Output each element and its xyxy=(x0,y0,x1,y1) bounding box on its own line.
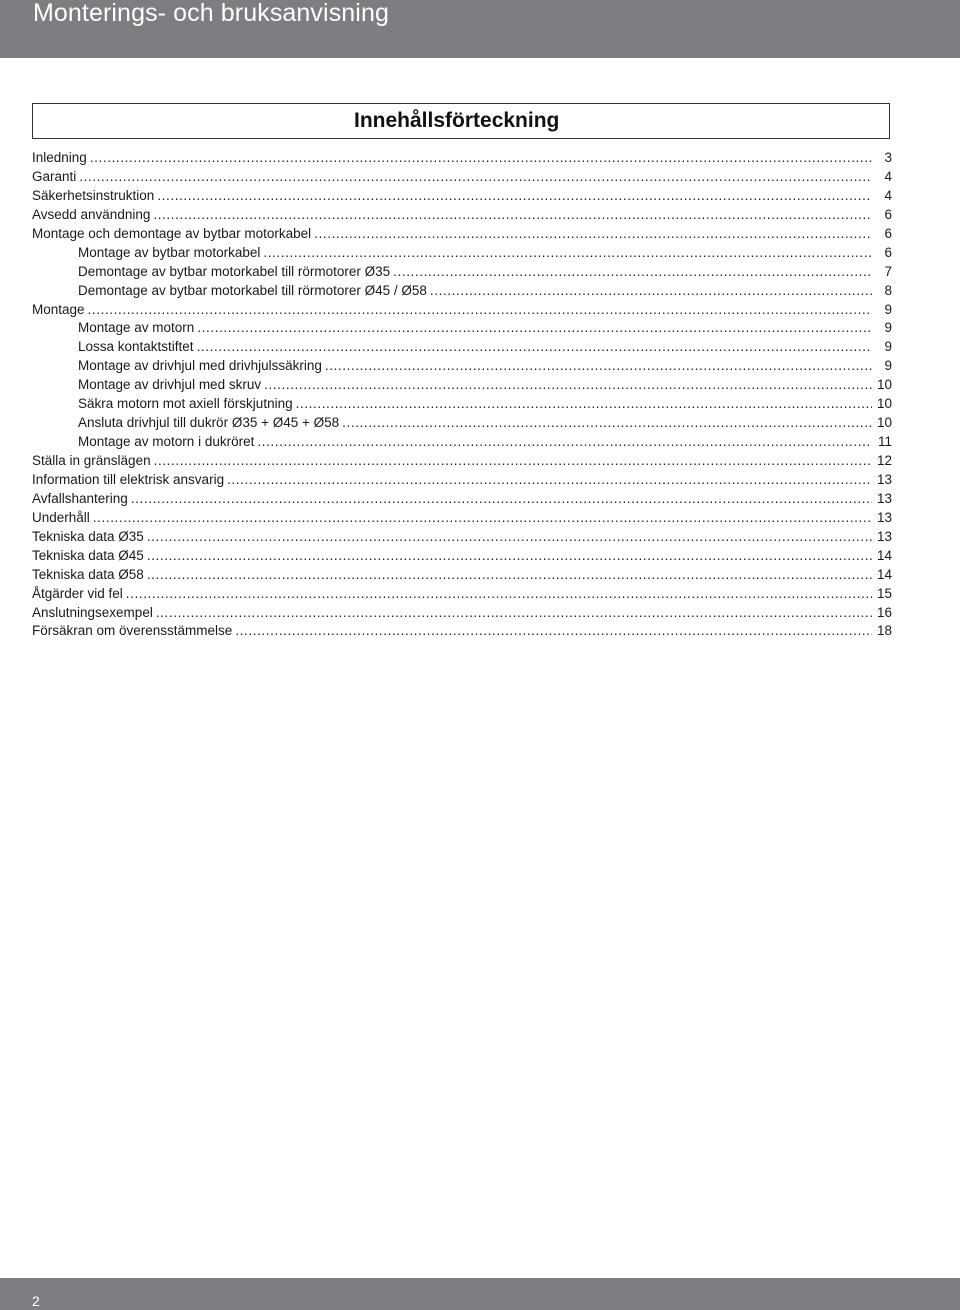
toc-leader-dots xyxy=(147,528,872,547)
toc-entry-page: 6 xyxy=(884,244,892,260)
document-title: Monterings- och bruksanvisning xyxy=(33,0,389,27)
toc-leader-dots xyxy=(154,452,872,471)
toc-leader-dots xyxy=(197,319,872,338)
toc-entry-page: 3 xyxy=(884,150,892,165)
toc-entry[interactable] xyxy=(32,528,892,547)
toc-entry-page: 13 xyxy=(876,509,892,525)
toc-entry-page: 9 xyxy=(884,339,892,355)
toc-entry-page: 6 xyxy=(884,225,892,241)
toc-entry-page: 16 xyxy=(876,604,892,620)
toc-entry-label: Inledning xyxy=(32,150,87,165)
toc-entry[interactable] xyxy=(32,206,892,225)
toc-entry-label: Garanti xyxy=(32,168,77,184)
toc-entry-page: 13 xyxy=(876,471,892,487)
toc-entry-label: Ställa in gränslägen xyxy=(32,453,151,468)
toc-entry-page: 6 xyxy=(884,206,892,222)
toc-entry-page: 10 xyxy=(876,396,892,412)
toc-entry[interactable] xyxy=(32,490,892,509)
footer-bar xyxy=(0,1278,960,1310)
toc-entry-page: 7 xyxy=(884,263,892,279)
toc-leader-dots xyxy=(88,301,872,320)
toc-entry-label: Lossa kontaktstiftet xyxy=(78,339,194,355)
toc-entry[interactable] xyxy=(32,244,892,263)
toc-entry-page: 15 xyxy=(876,585,892,601)
toc-leader-dots xyxy=(153,206,872,225)
toc-entry-page: 18 xyxy=(876,623,892,639)
toc-leader-dots xyxy=(342,414,872,433)
toc-heading: Innehållsförteckning xyxy=(354,109,560,132)
toc-entry[interactable] xyxy=(32,604,892,623)
toc-leader-dots xyxy=(147,566,872,585)
toc-entry-label: Avsedd användning xyxy=(32,206,151,222)
toc-leader-dots xyxy=(147,547,872,566)
table-of-contents xyxy=(32,149,892,641)
toc-entry-page: 11 xyxy=(877,434,892,450)
toc-entry-label: Avfallshantering xyxy=(32,490,128,506)
toc-leader-dots xyxy=(197,338,872,357)
toc-entry-label: Montage xyxy=(32,301,85,317)
toc-leader-dots xyxy=(393,263,872,282)
toc-leader-dots xyxy=(90,149,872,168)
toc-entry[interactable] xyxy=(32,168,892,187)
toc-entry-page: 9 xyxy=(884,320,892,336)
toc-entry-label: Montage och demontage av bytbar motorkabel xyxy=(32,225,312,241)
toc-entry[interactable] xyxy=(32,452,892,471)
toc-entry-page: 8 xyxy=(884,282,892,298)
toc-entry-label: Åtgärder vid fel xyxy=(32,585,123,601)
toc-leader-dots xyxy=(296,395,872,414)
toc-entry-label: Säkra motorn mot axiell förskjutning xyxy=(78,396,293,412)
toc-leader-dots xyxy=(227,471,872,490)
toc-entry-label: Tekniska data Ø58 xyxy=(32,566,144,582)
toc-entry[interactable] xyxy=(32,301,892,320)
toc-entry-page: 4 xyxy=(884,187,892,203)
toc-entry-label: Tekniska data Ø45 xyxy=(32,547,144,563)
toc-leader-dots xyxy=(325,357,872,376)
page-number: 2 xyxy=(32,1293,40,1309)
toc-entry-label: Montage av drivhjul med skruv xyxy=(78,377,262,393)
toc-entry-page: 9 xyxy=(884,358,892,374)
toc-entry-label: Montage av bytbar motorkabel xyxy=(78,244,261,260)
toc-entry-label: Demontage av bytbar motorkabel till rörmotorer Ø35 xyxy=(78,263,391,279)
toc-leader-dots xyxy=(79,168,872,187)
toc-entry-label: Montage av motorn xyxy=(78,320,195,336)
toc-entry[interactable] xyxy=(32,585,892,604)
toc-entry[interactable] xyxy=(32,509,892,528)
toc-entry-page: 14 xyxy=(876,547,892,563)
toc-entry-label: Säkerhetsinstruktion xyxy=(32,187,155,203)
toc-entry[interactable] xyxy=(32,622,892,641)
toc-leader-dots xyxy=(126,585,872,604)
toc-leader-dots xyxy=(264,376,872,395)
toc-entry-page: 10 xyxy=(876,415,892,431)
toc-leader-dots xyxy=(157,187,872,206)
toc-entry[interactable] xyxy=(32,376,892,395)
toc-entry[interactable] xyxy=(32,149,892,168)
toc-entry-page: 10 xyxy=(876,377,892,393)
toc-entry-label: Montage av motorn i dukröret xyxy=(78,434,255,450)
toc-entry-label: Tekniska data Ø35 xyxy=(32,528,144,544)
toc-entry-label: Montage av drivhjul med drivhjulssäkring xyxy=(78,358,322,374)
toc-entry-label: Ansluta drivhjul till dukrör Ø35 + Ø45 + Ø58 xyxy=(78,415,340,431)
toc-entry[interactable] xyxy=(32,433,892,452)
toc-leader-dots xyxy=(93,509,872,528)
toc-entry-page: 13 xyxy=(876,490,892,506)
toc-leader-dots xyxy=(430,282,872,301)
toc-entry-page: 13 xyxy=(876,528,892,544)
toc-leader-dots xyxy=(235,622,872,641)
toc-entry[interactable] xyxy=(32,263,892,282)
toc-entry-label: Försäkran om överensstämmelse xyxy=(32,623,233,639)
toc-entry[interactable] xyxy=(32,471,892,490)
toc-entry[interactable] xyxy=(32,357,892,376)
toc-entry-page: 14 xyxy=(876,566,892,582)
toc-leader-dots xyxy=(257,433,872,452)
toc-entry[interactable] xyxy=(32,566,892,585)
toc-entry[interactable] xyxy=(32,338,892,357)
toc-entry[interactable] xyxy=(32,225,892,244)
toc-leader-dots xyxy=(263,244,872,263)
toc-entry-label: Information till elektrisk ansvarig xyxy=(32,471,225,487)
toc-entry-page: 12 xyxy=(876,453,892,468)
toc-entry[interactable] xyxy=(32,547,892,566)
toc-entry[interactable] xyxy=(32,395,892,414)
toc-entry-label: Underhåll xyxy=(32,509,90,525)
toc-entry[interactable] xyxy=(32,187,892,206)
toc-entry-page: 4 xyxy=(884,168,892,184)
toc-leader-dots xyxy=(314,225,872,244)
toc-entry-label: Anslutningsexempel xyxy=(32,604,153,620)
toc-entry-label: Demontage av bytbar motorkabel till rörmotorer Ø45 / Ø58 xyxy=(78,282,427,298)
toc-entry[interactable] xyxy=(32,282,892,301)
toc-entry-page: 9 xyxy=(884,301,892,317)
toc-entry[interactable] xyxy=(32,414,892,433)
toc-leader-dots xyxy=(131,490,872,509)
toc-leader-dots xyxy=(156,604,872,623)
toc-entry[interactable] xyxy=(32,319,892,338)
